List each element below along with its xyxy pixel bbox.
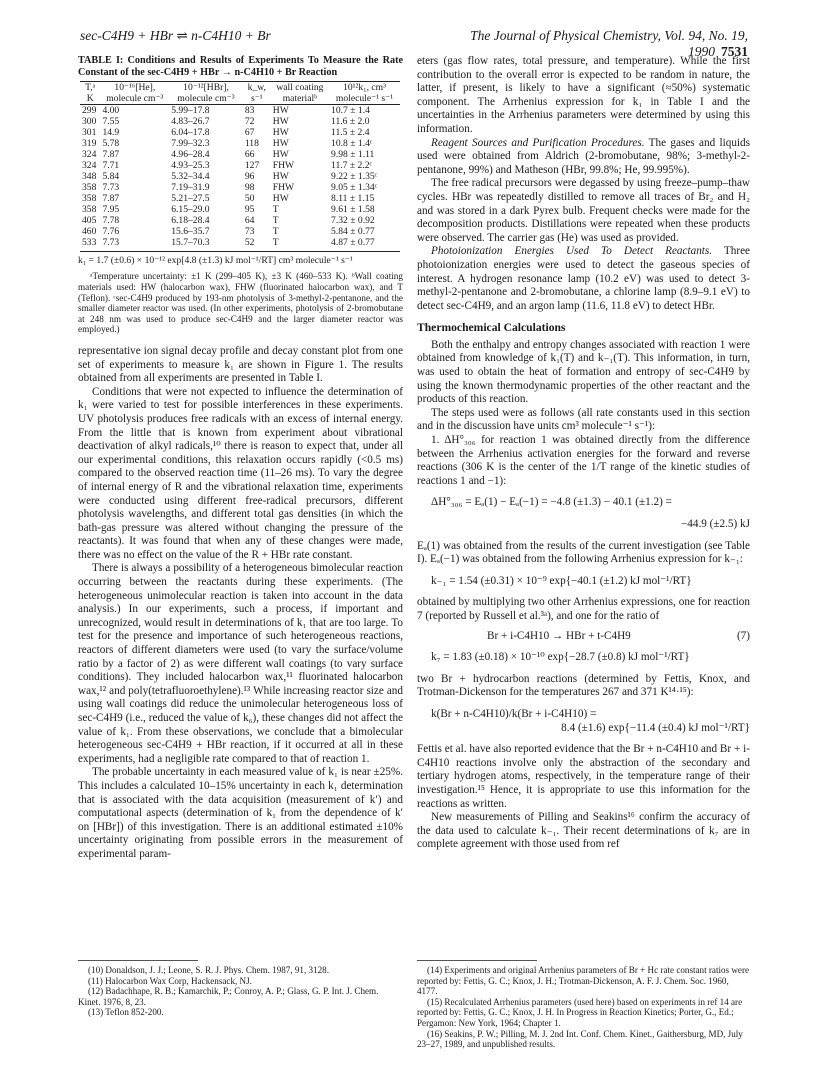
table-cell: 4.93–25.3 xyxy=(171,160,210,171)
table-row xyxy=(80,105,400,117)
table-cell: 7.32 ± 0.92 xyxy=(331,215,375,226)
table-cell: T xyxy=(272,237,279,248)
body-paragraph: The probable uncertainty in each measured value of k₁ is near ±25%. This includes a calculated 10–15% uncertainty in each k₁ determination that is associated with the data acquisition (measurement of k′) and computational aspects (determination of k₁ from the dependence of k′ on [HBr]) of this investigation. There is an additional estimated ±10% uncertainty originating from possible errors in the measurement of experimental param- xyxy=(78,766,403,860)
right-footnotes xyxy=(417,952,750,1050)
table-cell: 9.22 ± 1.35ᶜ xyxy=(331,171,378,182)
table-cell: HW xyxy=(272,116,289,127)
table-row xyxy=(80,226,400,237)
equation-ratio: k(Br + n-C4H10)/k(Br + i-C4H10) = xyxy=(431,707,597,720)
col-header-he: 10⁻¹⁶[He], molecule cm⁻³ xyxy=(106,82,164,104)
table-row xyxy=(80,127,400,138)
table-cell: 6.18–28.4 xyxy=(171,215,210,226)
body-paragraph: eters (gas flow rates, total pressure, and temperature). While the first contribution to the overall error is expected to be random in nature, the latter, if present, is likely to have a significant (≈50%) systematic component. The Arrhenius expression for k₁ in Table I and the uncertainties in the Arrhenius parameters were determined by using this information. xyxy=(417,55,750,135)
table-cell: T xyxy=(272,215,279,226)
table-cell: 66 xyxy=(244,149,255,160)
table-row xyxy=(80,138,400,149)
table-cell: HW xyxy=(272,127,289,138)
equation-dh306-result: −44.9 (±2.5) kJ xyxy=(680,518,750,530)
table-notes xyxy=(78,271,403,335)
table-cell: 9.05 ± 1.34ᶜ xyxy=(331,182,378,193)
table-row xyxy=(80,160,400,171)
table-cell: 9.61 ± 1.58 xyxy=(331,204,375,215)
table-cell: 83 xyxy=(244,105,255,116)
table-cell: 301 xyxy=(82,127,97,138)
footnote: (12) Badachhape, R. B.; Kamarchik, P.; Conroy, A. P.; Glass, G. P. Int. J. Chem. Kinet. 1976, 8, 23. xyxy=(78,986,379,1007)
body-paragraph xyxy=(417,137,750,178)
table-cell: 15.7–70.3 xyxy=(171,237,210,248)
body-paragraph: New measurements of Pilling and Seakins¹⁶ confirm the accuracy of the data used to calculate k₋₁. Their recent determinations of k₇ are in complete agreement with those used from ref xyxy=(417,811,750,851)
table-cell: HW xyxy=(272,171,289,182)
col-header-wall: wall coating materialᵇ xyxy=(276,82,324,104)
results-table xyxy=(80,81,400,252)
equation-dh306: ΔH°₃₀₆ = Eₐ(1) − Eₐ(−1) = −4.8 (±1.3) − 40.1 (±1.2) = xyxy=(431,496,672,509)
section-heading: Thermochemical Calculations xyxy=(417,321,566,335)
table-cell: 405 xyxy=(82,215,97,226)
body-paragraph: obtained by multiplying two other Arrhenius expressions, one for reaction 7 (reported by Russell et al.³ᵃ), and one for the ratio of xyxy=(417,596,750,622)
table-cell: 7.78 xyxy=(102,215,120,226)
table-cell: HW xyxy=(272,193,289,204)
table-cell: 7.87 xyxy=(102,193,120,204)
table-cell: 299 xyxy=(82,105,97,116)
body-paragraph xyxy=(417,245,750,313)
table-cell: 324 xyxy=(82,149,97,160)
body-paragraph: There is always a possibility of a heterogeneous bimolecular reaction occurring between the reactants during these experiments. (The heterogeneous unimolecular reaction is taken into account in the data analysis.) In our experiments, such a process, if important and unrecognized, would result in determinations of k₁ that are too large. To test for the presence and importance of such heterogeneous reactions, reactors of different diameters were used (to vary the surface/volume ratio by a factor of 2) as were different wall coatings (to vary surface conditions). They included halocarbon wax,¹¹ fluorinated halocarbon wax,¹² and poly(tetrafluoroethylene).¹³ While increasing reactor size and using wall coatings did reduce the unimolecular heterogeneous loss of sec-C4H9 (i.e., reduced the value of k₆), these changes did not affect the value of k₁. From these observations, we conclude that a bimolecular heterogeneous sec-C4H9 + HBr reaction, if it occurred at all in these experiments, had a negligible rate compared to that of reaction 1. xyxy=(78,562,403,765)
run-in-heading: Reagent Sources and Purification Procedures. xyxy=(431,136,645,149)
table-arrhenius-line: k₁ = 1.7 (±0.6) × 10⁻¹² exp[4.8 (±1.3) kJ mol⁻¹/RT] cm³ molecule⁻¹ s⁻¹ xyxy=(78,255,353,266)
footnote-rule xyxy=(417,960,537,961)
table-cell: 9.98 ± 1.11 xyxy=(331,149,375,160)
table-cell: T xyxy=(272,204,279,215)
table-cell: 11.6 ± 2.0 xyxy=(331,116,370,127)
table-row xyxy=(80,149,400,160)
table-cell: 7.99–32.3 xyxy=(171,138,210,149)
left-column xyxy=(78,55,403,862)
table-cell: 95 xyxy=(244,204,255,215)
body-paragraph: two Br + hydrocarbon reactions (determined by Fettis, Knox, and Trotman-Dickenson for the temperatures 267 and 371 K¹⁴·¹⁵): xyxy=(417,672,750,699)
table-cell: 4.83–26.7 xyxy=(171,116,210,127)
table-cell: 324 xyxy=(82,160,97,171)
table-cell: 11.7 ± 2.2ᶜ xyxy=(331,160,372,171)
table-cell: 98 xyxy=(244,182,255,193)
table-cell: 7.55 xyxy=(102,116,120,127)
table-row xyxy=(80,204,400,215)
table-cell: 52 xyxy=(244,237,255,248)
body-paragraph: representative ion signal decay profile and decay constant plot from one set of experiments to measure k₁ are shown in Figure 1. The results obtained from all experiments are presented in Table I. xyxy=(78,344,403,385)
table-cell: HW xyxy=(272,138,289,149)
footnote: (14) Experiments and original Arrhenius parameters of Br + Hc rate constant ratios were reported by: Fettis, G. C.; Knox, J. H.; Trotman-Dickenson, A. F. J. Chem. Soc. 1960, 4177. xyxy=(417,965,750,997)
table-cell: 5.21–27.5 xyxy=(171,193,210,204)
table-cell: 4.87 ± 0.77 xyxy=(331,237,375,248)
footnote: (16) Seakins, P. W.; Pilling, M. J. 2nd Int. Conf. Chem. Kinet., Gaithersburg, MD, July 23–27, 1989, and unpublished results. xyxy=(417,1028,743,1050)
table-cell: 7.73 xyxy=(102,182,120,193)
table-cell: 460 xyxy=(82,226,97,237)
table-cell: 127 xyxy=(244,160,260,171)
table-cell: 358 xyxy=(82,182,97,193)
table-cell: 14.9 xyxy=(102,127,120,138)
table-row xyxy=(80,237,400,252)
table-cell: 8.11 ± 1.15 xyxy=(331,193,375,204)
equation-ratio-result: 8.4 (±1.6) exp{−11.4 (±0.4) kJ mol⁻¹/RT} xyxy=(561,721,750,734)
page-number: 7531 xyxy=(721,44,748,59)
body-paragraph: Conditions that were not expected to influence the determination of k₁ were varied to test for possible interferences in these experiments. UV photolysis produces free radicals with an excess of internal energy. From the little that is known from experiment about vibrational deactivation of alkyl radicals,¹⁰ there is reason to expect that, under all our experimental conditions, this relaxation occurs rapidly (<0.5 ms) compared to the observed reaction time (11–26 ms). To vary the degree of internal energy of R and the vibrational relaxation time, experiments were conducted using different free-radical precursors, different photolysis wavelengths, and different total gas densities (in which the bath-gas pressure was altered without changing the pressure of the reactants). It was found that when any of these changes were made, there was no effect on the value of the R + HBr rate constant. xyxy=(78,385,403,561)
footnote: (11) Halocarbon Wax Corp, Hackensack, NJ. xyxy=(88,975,252,986)
table-cell: 5.99–17.8 xyxy=(171,105,210,116)
run-in-heading: Photoionization Energies Used To Detect Reactants. xyxy=(431,245,713,258)
table-cell: 7.73 xyxy=(102,237,120,248)
table-cell: 358 xyxy=(82,193,97,204)
body-paragraph: The steps used were as follows (all rate constants used in this section and in the discussion have units cm³ molecule⁻¹ s⁻¹): xyxy=(417,406,750,433)
table-cell: 10.8 ± 1.4ᶜ xyxy=(331,138,373,149)
right-column xyxy=(417,55,750,852)
table-cell: 5.32–34.4 xyxy=(171,171,210,182)
footnote: (15) Recalculated Arrhenius parameters (used here) based on experiments in ref 14 are reported by: Fettis, G. C.; Knox, J. H. In Progress in Reaction Kinetics; Porter, G., Ed.; Pergamon: New York, 1964; Chapter 1. xyxy=(417,996,743,1028)
col-header-k1: 10¹²k₁, cm³ molecule⁻¹ s⁻¹ xyxy=(335,82,394,104)
table-cell: 358 xyxy=(82,204,97,215)
table-cell: 7.19–31.9 xyxy=(171,182,210,193)
table-cell: FHW xyxy=(272,182,295,193)
reaction-7 xyxy=(487,630,750,644)
body-paragraph: Fettis et al. have also reported evidence that the Br + n-C4H10 and Br + i-C4H10 reactions involve only the abstraction of the secondary and tertiary hydrogen atoms, respectively, in the temperature range of their investigation.¹⁵ Hence, it is appropriate to use this information for the reactions as written. xyxy=(417,743,750,810)
table-row xyxy=(80,116,400,127)
table-cell: 72 xyxy=(244,116,255,127)
table-cell: 300 xyxy=(82,116,97,127)
table-cell: 533 xyxy=(82,237,97,248)
table-cell: 6.04–17.8 xyxy=(171,127,210,138)
table-cell: 5.84 xyxy=(102,171,120,182)
table-cell: 319 xyxy=(82,138,97,149)
table-cell: 4.00 xyxy=(102,105,120,116)
col-header-temperature: T,ᵃ K xyxy=(85,82,96,104)
equation-k-minus1: k₋₁ = 1.54 (±0.31) × 10⁻⁹ exp{−40.1 (±1.2) kJ mol⁻¹/RT} xyxy=(431,574,692,587)
table-cell: 67 xyxy=(244,127,255,138)
running-header-left: sec-C4H9 + HBr ⇌ n-C4H10 + Br xyxy=(80,28,271,43)
table-cell: 15.6–35.7 xyxy=(171,226,210,237)
table-cell: 11.5 ± 2.4 xyxy=(331,127,370,138)
footnote: (10) Donaldson, J. J.; Leone, S. R. J. Phys. Chem. 1987, 91, 3128. xyxy=(88,965,329,975)
table-cell: 10.7 ± 1.4 xyxy=(331,105,370,116)
table-cell: 7.71 xyxy=(102,160,120,171)
paragraph-text: Three photoionization energies were used to detect the gaseous species of interest. A hydrogen resonance lamp (10.2 eV) was used to detect 3-methyl-2-pentanone and 2-bromobutane, a chlorine lamp (8.9–9.1 eV) to detect sec-C4H9, and an argon lamp (11.6, 11.8 eV) to detect HBr. xyxy=(417,245,750,312)
table-cell: 7.76 xyxy=(102,226,120,237)
table-cell: HW xyxy=(272,105,289,116)
table-row xyxy=(80,171,400,182)
footnote: (13) Teflon 852-200. xyxy=(88,1007,164,1018)
table-cell: T xyxy=(272,226,279,237)
table-row xyxy=(80,193,400,204)
table-cell: 64 xyxy=(244,215,255,226)
paragraph-text: The gases and liquids used were obtained from Aldrich (2-bromobutane, 98%; 3-methyl-2-pentanone, 99%) and Matheson (HBr, 99.8%; He, 99.995%). xyxy=(417,136,750,176)
body-paragraph: 1. ΔH°₃₀₆ for reaction 1 was obtained directly from the difference between the Arrhenius activation energies for the forward and reverse reactions (306 K is the center of the 1/T range of the kinetic studies of reactions 1 and −1): xyxy=(417,434,750,487)
table-note: ᵃTemperature uncertainty: ±1 K (299–405 K), ±3 K (460–533 K). ᵇWall coating materials used: HW (halocarbon wax), FHW (fluorinated halocarbon wax), and T (Teflon). ᶜsec-C4H9 produced by 193-nm photolysis of 3-methyl-2-pentanone, and the smaller diameter reactor was used. (In other experiments, photolysis of 2-bromobutane at 248 nm was used to produce sec-C4H9 and the larger diameter reactor was employed.) xyxy=(78,271,403,335)
reaction-7-text: Br + i-C4H10 → HBr + t-C4H9 xyxy=(487,629,631,642)
body-paragraph: Eₐ(1) was obtained from the results of the current investigation (see Table I). Eₐ(−1) was obtained from the following Arrhenius expression for k₋₁: xyxy=(417,539,750,566)
table-cell: 96 xyxy=(244,171,255,182)
left-footnotes xyxy=(78,952,403,1018)
table-row xyxy=(80,215,400,226)
table-cell: 4.96–28.4 xyxy=(171,149,210,160)
table-cell: 118 xyxy=(244,138,259,149)
body-paragraph: The free radical precursors were degassed by using freeze–pump–thaw cycles. HBr was repeatedly distilled to remove all traces of Br₂ and H₂ and was stored in a dark Pyrex bulb. Frequent checks were made for the decomposition products. Distillations were repeated when these products were observed. The carrier gas (He) was used as provided. xyxy=(417,177,750,244)
table-cell: 5.84 ± 0.77 xyxy=(331,226,375,237)
footnote-rule xyxy=(78,960,198,961)
table-cell: 6.15–29.0 xyxy=(171,204,210,215)
table-caption: TABLE I: Conditions and Results of Experiments To Measure the Rate Constant of the sec-C4H9 + HBr → n-C4H10 + Br Reaction xyxy=(78,55,403,78)
col-header-hbr: 10⁻¹²[HBr], molecule cm⁻³ xyxy=(177,82,235,104)
equation-k7: k₇ = 1.83 (±0.18) × 10⁻¹⁰ exp{−28.7 (±0.8) kJ mol⁻¹/RT} xyxy=(431,651,690,664)
body-paragraph: Both the enthalpy and entropy changes associated with reaction 1 were obtained from knowledge of k₁(T) and k₋₁(T). This information, in turn, was used to obtain the heat of formation and entropy of sec-C4H9 by using the known thermodynamic properties of the other reactant and the products of this reaction. xyxy=(417,338,750,406)
table-cell: 7.87 xyxy=(102,149,120,160)
table-cell: 50 xyxy=(244,193,255,204)
table-cell: 7.95 xyxy=(102,204,120,215)
journal-citation: The Journal of Physical Chemistry, Vol. 94, No. 19, 1990 xyxy=(470,28,748,59)
table-row xyxy=(80,182,400,193)
reaction-7-number: (7) xyxy=(736,629,750,642)
table-cell: HW xyxy=(272,149,289,160)
table-cell: FHW xyxy=(272,160,295,171)
table-cell: 348 xyxy=(82,171,97,182)
col-header-kw: k_w, s⁻¹ xyxy=(247,82,266,104)
table-cell: 5.78 xyxy=(102,138,120,149)
table-cell: 73 xyxy=(244,226,255,237)
